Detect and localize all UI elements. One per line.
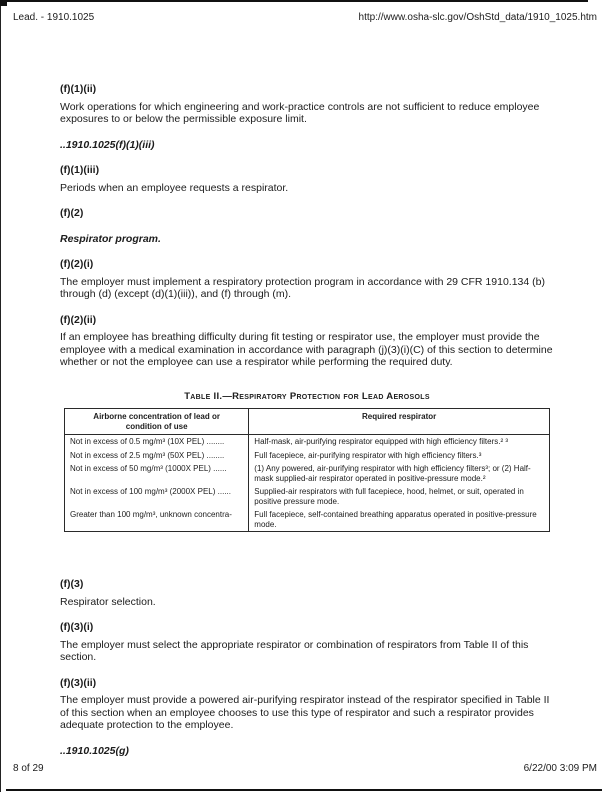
table-row (65, 508, 550, 532)
document-content (60, 83, 554, 762)
table-row (65, 449, 550, 463)
scan-artifact-bottom-edge (6, 789, 602, 791)
header-url: http://www.osha-slc.gov/OshStd_data/1910_1025.htm (358, 12, 597, 23)
table-2-container (64, 391, 550, 533)
column-header-airborne-concentration: Airborne concentration of lead or condition of use (65, 409, 249, 435)
cell-condition: Not in excess of 100 mg/m³ (2000X PEL) ...... (65, 485, 249, 508)
scan-artifact-corner (0, 0, 7, 6)
scan-artifact-top-edge (0, 0, 588, 2)
header-doc-title: Lead. - 1910.1025 (13, 12, 95, 23)
paragraph-f-3-i: The employer must select the appropriate respirator or combination of respirators from Table II of this section. (60, 638, 529, 663)
section-heading-f-2: (f)(2) (60, 207, 84, 219)
section-heading-f-1-iii: (f)(1)(iii) (60, 164, 100, 176)
page-footer (13, 763, 597, 775)
cell-respirator: Full facepiece, air-purifying respirator with high efficiency filters.³ (254, 450, 482, 460)
cell-condition: Not in excess of 50 mg/m³ (1000X PEL) ...... (65, 462, 249, 485)
column-header-required-respirator: Required respirator (249, 409, 550, 435)
section-heading-f-1-ii: (f)(1)(ii) (60, 83, 97, 95)
cell-respirator: Supplied-air respirators with full facepiece, hood, helmet, or suit, operated in positive pressure mode. (254, 487, 524, 506)
table-title: Table II.—Respiratory Protection for Lead Aerosols (184, 390, 430, 402)
cell-respirator: Full facepiece, self-contained breathing apparatus operated in positive-pressure mode. (254, 510, 537, 529)
section-heading-f-2-ii: (f)(2)(ii) (60, 313, 97, 326)
scan-artifact-left-edge (0, 0, 1, 792)
section-title-respirator-program: Respirator program. (60, 232, 161, 245)
cross-reference-f-1-iii: ..1910.1025(f)(1)(iii) (60, 138, 155, 151)
paragraph-f-1-ii: Work operations for which engineering and work-practice controls are not sufficient to reduce employee exposures to or below the permissible exposure limit. (60, 100, 540, 125)
section-heading-f-2-i: (f)(2)(i) (60, 258, 94, 270)
section-heading-f-3-ii: (f)(3)(ii) (60, 676, 97, 689)
cross-reference-g: ..1910.1025(g) (60, 744, 129, 757)
footer-page-number: 8 of 29 (13, 763, 44, 774)
cell-condition: Greater than 100 mg/m³, unknown concentra- (65, 508, 249, 532)
paragraph-f-2-ii: If an employee has breathing difficulty during fit testing or respirator use, the employer must provide the employee with a medical examination in accordance with paragraph (j)(3)(i)(C) of this section to determine whether or not the employee can use a respirator while performing the required duty. (60, 331, 553, 368)
section-heading-f-3-i: (f)(3)(i) (60, 621, 94, 633)
section-heading-f-3: (f)(3) (60, 578, 84, 590)
paragraph-f-3-ii: The employer must provide a powered air-purifying respirator instead of the respirator specified in Table II of this section when an employee chooses to use this type of respirator and such a respirator provides adequate protection to the employee. (60, 694, 550, 731)
table-row (65, 485, 550, 508)
footer-timestamp: 6/22/00 3:09 PM (523, 763, 597, 774)
cell-respirator: (1) Any powered, air-purifying respirator with high efficiency filters³; or (2) Half-mask supplied-air respirator operated in positive-pressure mode.² (254, 464, 531, 483)
cell-condition: Not in excess of 2.5 mg/m³ (50X PEL) ........ (65, 449, 249, 463)
paragraph-f-3: Respirator selection. (60, 595, 156, 608)
table-row (65, 435, 550, 449)
table-header-row (65, 409, 550, 435)
cell-respirator: Half-mask, air-purifying respirator equipped with high efficiency filters.² ³ (254, 437, 509, 446)
paragraph-f-2-i: The employer must implement a respiratory protection program in accordance with 29 CFR 1910.134 (b) through (d) (except (d)(1)(iii)), and (f) through (m). (60, 275, 545, 300)
page-header (13, 12, 597, 24)
table-row (65, 462, 550, 485)
cell-condition: Not in excess of 0.5 mg/m³ (10X PEL) ........ (65, 435, 249, 449)
paragraph-f-1-iii: Periods when an employee requests a respirator. (60, 181, 289, 194)
respiratory-protection-table (64, 408, 550, 532)
